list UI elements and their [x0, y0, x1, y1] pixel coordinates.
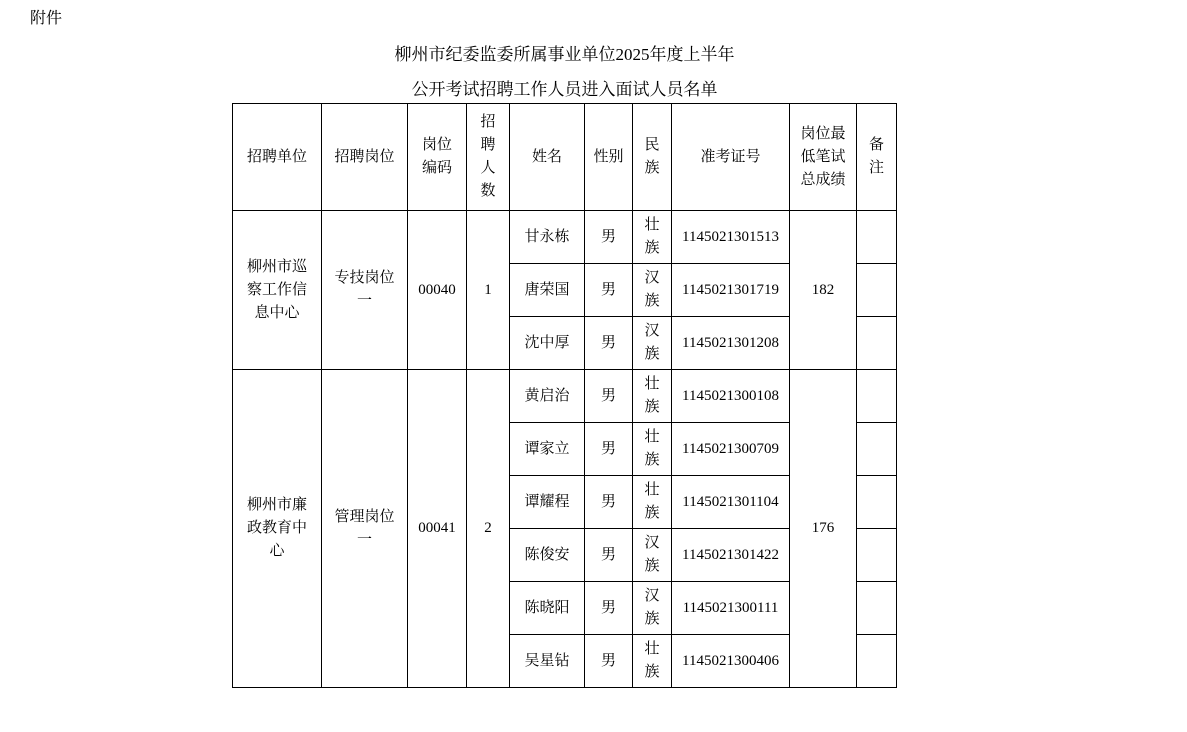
cell-ticket-no: 1145021300406: [672, 635, 790, 688]
cell-ticket-no: 1145021301513: [672, 211, 790, 264]
cell-ethnicity-label: 汉族: [644, 270, 660, 309]
header-remark-label: 备注: [868, 137, 884, 176]
cell-gender: 男: [585, 476, 633, 529]
header-ethnicity-label: 民族: [644, 137, 660, 176]
cell-name: 谭耀程: [510, 476, 585, 529]
cell-unit-label: 柳州市巡察工作信息中心: [246, 258, 307, 321]
header-name: 姓名: [510, 104, 585, 211]
cell-gender: 男: [585, 264, 633, 317]
document-title-line1: 柳州市纪委监委所属事业单位2025年度上半年: [394, 45, 735, 64]
cell-position-label: 专技岗位一: [334, 270, 395, 309]
header-recruit-count-label: 招聘人数: [480, 114, 496, 199]
cell-remark: [857, 635, 897, 688]
cell-ethnicity: [633, 529, 672, 582]
cell-ethnicity-label: 壮族: [644, 482, 660, 521]
cell-ticket-no: 1145021300111: [672, 582, 790, 635]
cell-name: 吴星钻: [510, 635, 585, 688]
cell-unit: [233, 211, 322, 370]
cell-ethnicity-label: 壮族: [644, 641, 660, 680]
cell-position: [322, 370, 408, 688]
cell-min-score: 182: [790, 211, 857, 370]
candidate-row: [233, 370, 897, 423]
cell-position-code: 00040: [408, 211, 467, 370]
cell-remark: [857, 317, 897, 370]
cell-ethnicity-label: 汉族: [644, 323, 660, 362]
cell-remark: [857, 211, 897, 264]
cell-ticket-no: 1145021301104: [672, 476, 790, 529]
header-remark: [857, 104, 897, 211]
header-min-score: [790, 104, 857, 211]
cell-position-code: 00041: [408, 370, 467, 688]
cell-position: [322, 211, 408, 370]
table-header-row: [233, 104, 897, 211]
cell-name: 沈中厚: [510, 317, 585, 370]
cell-name: 黄启治: [510, 370, 585, 423]
cell-ethnicity-label: 汉族: [644, 588, 660, 627]
cell-remark: [857, 582, 897, 635]
cell-name: 陈晓阳: [510, 582, 585, 635]
header-min-score-label: 岗位最低笔试总成绩: [800, 125, 846, 188]
cell-ethnicity: [633, 370, 672, 423]
attachment-label: 附件: [30, 10, 63, 27]
cell-min-score: 176: [790, 370, 857, 688]
cell-ethnicity: [633, 423, 672, 476]
cell-name: 谭家立: [510, 423, 585, 476]
cell-remark: [857, 529, 897, 582]
cell-gender: 男: [585, 635, 633, 688]
cell-remark: [857, 476, 897, 529]
document-title-line2: 公开考试招聘工作人员进入面试人员名单: [411, 80, 718, 99]
cell-ethnicity-label: 壮族: [644, 217, 660, 256]
cell-ethnicity: [633, 211, 672, 264]
cell-remark: [857, 423, 897, 476]
cell-remark: [857, 370, 897, 423]
cell-ethnicity-label: 汉族: [644, 535, 660, 574]
candidate-row: [233, 211, 897, 264]
cell-ethnicity: [633, 476, 672, 529]
cell-gender: 男: [585, 423, 633, 476]
cell-remark: [857, 264, 897, 317]
cell-ethnicity: [633, 635, 672, 688]
cell-recruit-count: 2: [467, 370, 510, 688]
header-position: 招聘岗位: [322, 104, 408, 211]
cell-gender: 男: [585, 370, 633, 423]
cell-recruit-count: 1: [467, 211, 510, 370]
cell-gender: 男: [585, 529, 633, 582]
cell-gender: 男: [585, 211, 633, 264]
cell-name: 甘永栋: [510, 211, 585, 264]
cell-ethnicity-label: 壮族: [644, 376, 660, 415]
cell-ticket-no: 1145021300709: [672, 423, 790, 476]
cell-ticket-no: 1145021301422: [672, 529, 790, 582]
recruitment-table: [232, 103, 897, 688]
cell-position-label: 管理岗位一: [334, 508, 395, 548]
header-ethnicity: [633, 104, 672, 211]
cell-gender: 男: [585, 582, 633, 635]
cell-ticket-no: 1145021301719: [672, 264, 790, 317]
header-unit: 招聘单位: [233, 104, 322, 211]
header-position-code: [408, 104, 467, 211]
header-ticket-no: 准考证号: [672, 104, 790, 211]
cell-name: 唐荣国: [510, 264, 585, 317]
header-position-code-label: 岗位编码: [421, 137, 452, 176]
cell-ticket-no: 1145021300108: [672, 370, 790, 423]
cell-ethnicity: [633, 264, 672, 317]
cell-name: 陈俊安: [510, 529, 585, 582]
cell-ethnicity-label: 壮族: [644, 429, 660, 468]
cell-ticket-no: 1145021301208: [672, 317, 790, 370]
document-title: [232, 37, 897, 107]
header-gender: 性别: [585, 104, 633, 211]
cell-unit-label: 柳州市廉政教育中心: [246, 497, 307, 559]
cell-unit: [233, 370, 322, 688]
header-recruit-count: [467, 104, 510, 211]
cell-ethnicity: [633, 582, 672, 635]
cell-ethnicity: [633, 317, 672, 370]
cell-gender: 男: [585, 317, 633, 370]
